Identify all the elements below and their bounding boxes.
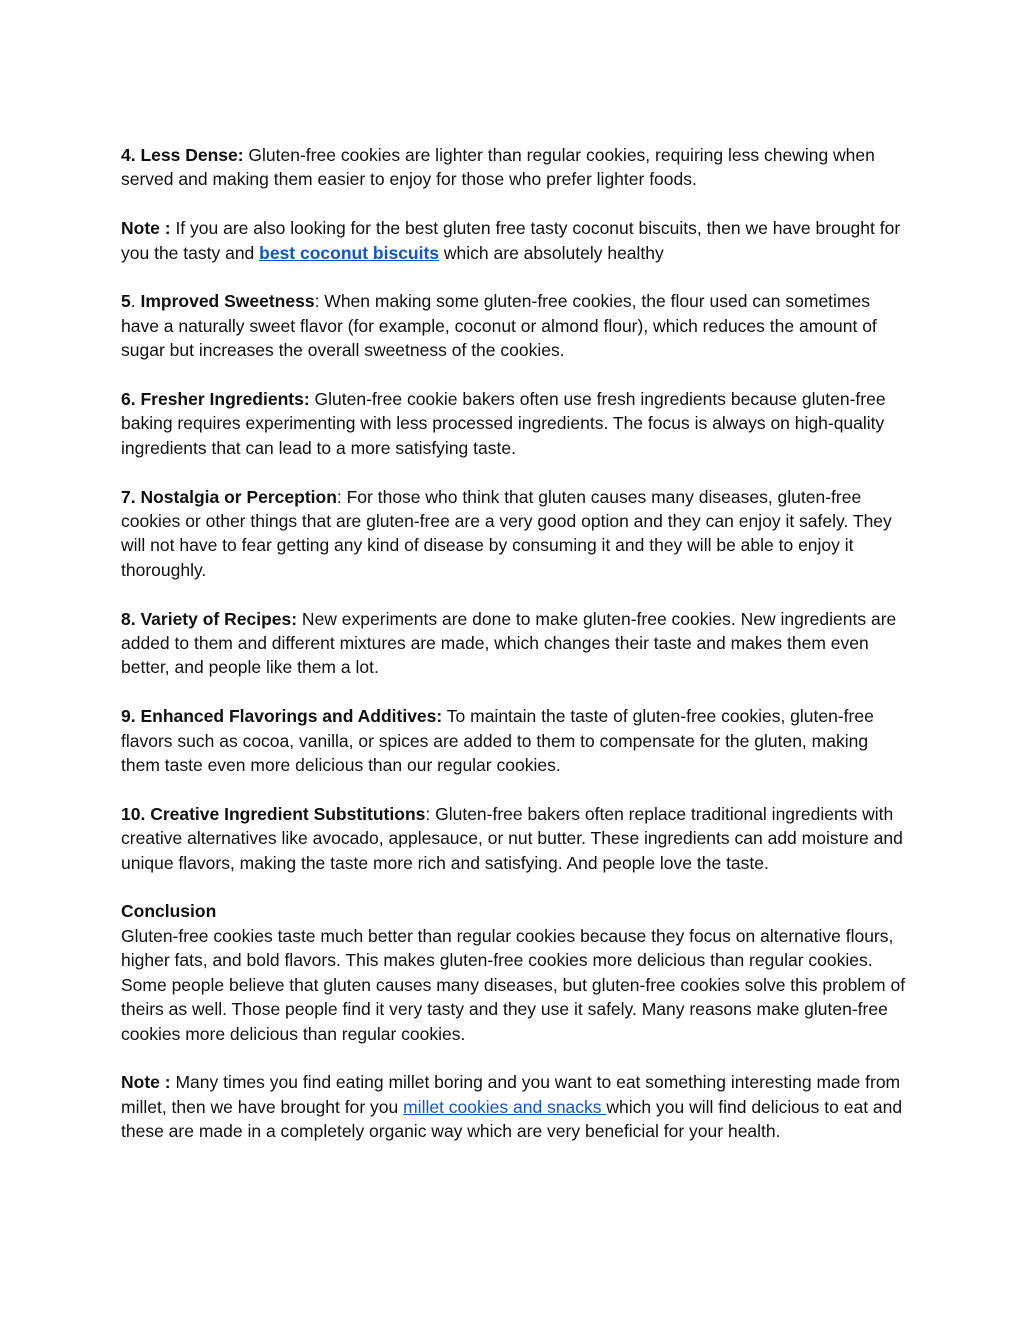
note-text-after: which are absolutely healthy	[439, 242, 664, 263]
item-improved-sweetness	[121, 289, 911, 362]
best-coconut-biscuits-link[interactable]: best coconut biscuits	[259, 242, 440, 263]
item-heading: 8. Variety of Recipes:	[121, 608, 298, 629]
item-heading: Improved Sweetness	[140, 291, 315, 312]
millet-cookies-snacks-link[interactable]: millet cookies and snacks	[403, 1096, 607, 1117]
item-heading: 6. Fresher Ingredients:	[121, 389, 310, 410]
item-less-dense	[121, 143, 911, 192]
item-body: Gluten-free cookie bakers often use fresh ingredients because gluten-free baking requires experimenting with less processed ingredients. The focus is always on high-quality ingredients that can lead to a more satisfying taste.	[121, 389, 886, 458]
document-page	[121, 143, 911, 1168]
item-body: : When making some gluten-free cookies, the flour used can sometimes have a naturally sweet flavor (for example, coconut or almond flour), which reduces the amount of sugar but increases the overall sweetness of the cookies.	[121, 291, 877, 361]
item-heading: 10. Creative Ingredient Substitutions	[121, 803, 426, 824]
note-text-after: which you will find delicious to eat and these are made in a completely organic way which are very beneficial for your health.	[121, 1096, 903, 1142]
item-number: 5	[121, 291, 131, 312]
item-heading: 4. Less Dense:	[121, 145, 244, 165]
item-body: : Gluten-free bakers often replace traditional ingredients with creative alternatives like avocado, applesauce, or nut butter. These ingredients can add moisture and unique flavors, making the taste more rich and satisfying. And people love the taste.	[121, 803, 903, 873]
note-text-before: Many times you find eating millet boring and you want to eat something interesting made from millet, then we have brought for you	[121, 1072, 901, 1117]
note-label: Note :	[121, 1072, 171, 1093]
item-creative-substitutions	[121, 802, 911, 875]
note-millet-cookies	[121, 1070, 911, 1143]
conclusion-section	[121, 899, 911, 1045]
note-text-before: If you are also looking for the best gluten free tasty coconut biscuits, then we have brought for you the tasty and	[121, 218, 901, 263]
item-body: To maintain the taste of gluten-free cookies, gluten-free flavors such as cocoa, vanilla, or spices are added to them to compensate for the gluten, making them taste even more delicious than our regular cookies.	[121, 706, 874, 776]
item-body: : For those who think that gluten causes many diseases, gluten-free cookies or other things that are gluten-free are a very good option and they can enjoy it safely. They will not have to fear getting any kind of disease by consuming it and they will be able to enjoy it thoroughly.	[121, 486, 892, 580]
item-number-dot: .	[130, 291, 141, 312]
item-heading: 9. Enhanced Flavorings and Additives:	[121, 706, 443, 727]
item-enhanced-flavorings	[121, 704, 911, 777]
item-body: Gluten-free cookies are lighter than regular cookies, requiring less chewing when served and making them easier to enjoy for those who prefer lighter foods.	[121, 145, 875, 190]
conclusion-heading: Conclusion	[121, 901, 217, 922]
note-coconut-biscuits	[121, 216, 911, 265]
conclusion-body: Gluten-free cookies taste much better than regular cookies because they focus on alternative flours, higher fats, and bold flavors. This makes gluten-free cookies more delicious than regular cookies. Some people believe that gluten causes many diseases, but gluten-free cookies solve this problem of theirs as well. Those people find it very tasty and they use it safely. Many reasons make gluten-free cookies more delicious than regular cookies.	[121, 925, 906, 1044]
item-heading: 7. Nostalgia or Perception	[121, 486, 337, 507]
item-fresher-ingredients	[121, 387, 911, 460]
item-variety-of-recipes	[121, 607, 911, 680]
note-label: Note :	[121, 218, 171, 239]
item-nostalgia-perception	[121, 485, 911, 583]
item-body: New experiments are done to make gluten-free cookies. New ingredients are added to them and different mixtures are made, which changes their taste and makes them even better, and people like them a lot.	[121, 608, 897, 678]
